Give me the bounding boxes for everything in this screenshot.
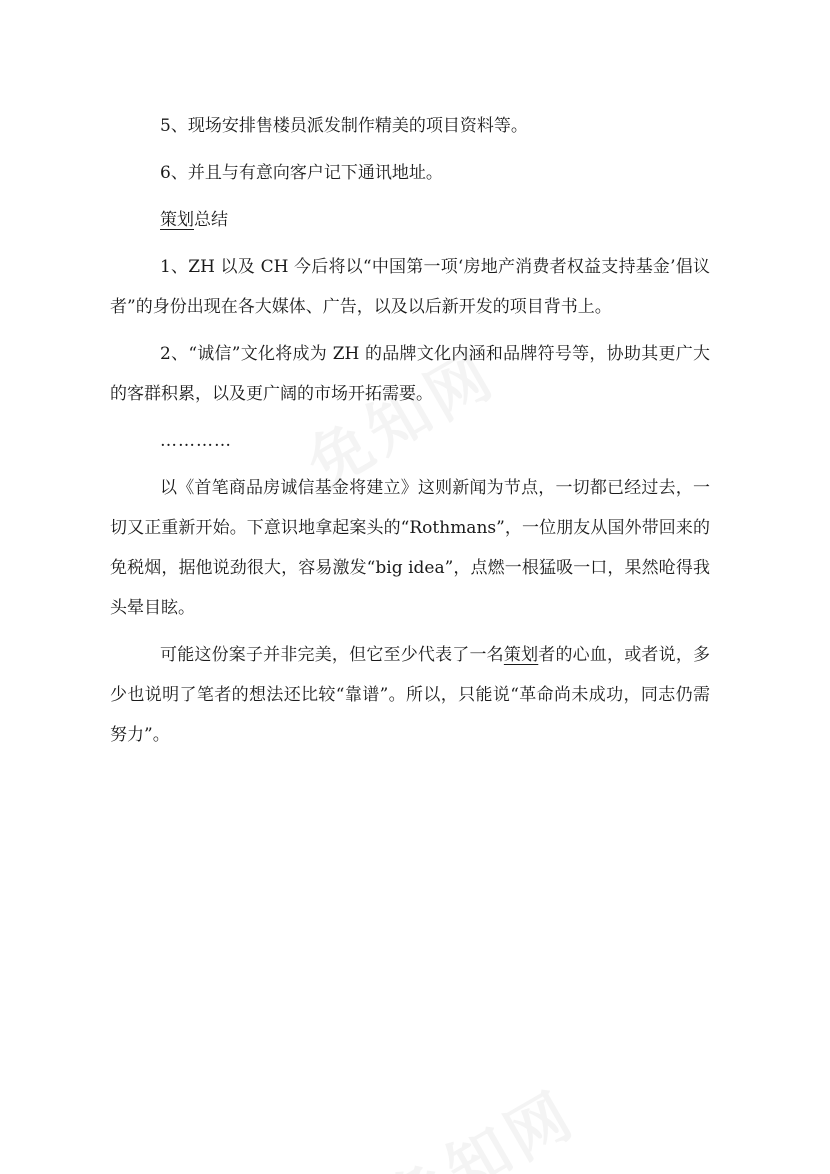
list-item-6: 6、并且与有意向客户记下通讯地址。: [160, 163, 443, 183]
summary-heading: [160, 200, 710, 240]
paragraph-conclusion-start: 可能这份案子并非完美，但它至少代表了一名: [160, 645, 504, 665]
paragraph-conclusion: [110, 635, 710, 755]
paragraph-conclusion-end: 者的心血，或者说，多少也说明了笔者的想法还比较“靠谱”。所以，只能说“革命尚未成功，同志仍需努力”。: [110, 645, 711, 745]
paragraph-rothmans: 以《首笔商品房诚信基金将建立》这则新闻为节点，一切都已经过去，一切又正重新开始。下意识地拿起案头的“Rothmans”，一位朋友从国外带回来的免税烟，据他说劲很大，容易激发“big idea”，点燃一根猛吸一口，果然呛得我头晕目眩。: [110, 478, 710, 618]
paragraph-conclusion-underlined: 策划: [503, 645, 539, 665]
list-item-5: 5、现场安排售楼员派发制作精美的项目资料等。: [160, 116, 528, 136]
summary-heading-underlined: 策划: [160, 210, 194, 230]
summary-point-2: 2、“诚信”文化将成为 ZH 的品牌文化内涵和品牌符号等，协助其更广大的客群积累，以及更广阔的市场开拓需要。: [110, 344, 710, 404]
summary-heading-rest: 总结: [194, 210, 228, 230]
document-body: [110, 106, 711, 762]
ellipsis-line: …………: [160, 431, 232, 451]
watermark-bottom: [369, 1047, 632, 1174]
summary-point-1: 1、ZH 以及 CH 今后将以“中国第一项‘房地产消费者权益支持基金’倡议者”的身份出现在各大媒体、广告，以及以后新开发的项目背书上。: [110, 257, 710, 317]
